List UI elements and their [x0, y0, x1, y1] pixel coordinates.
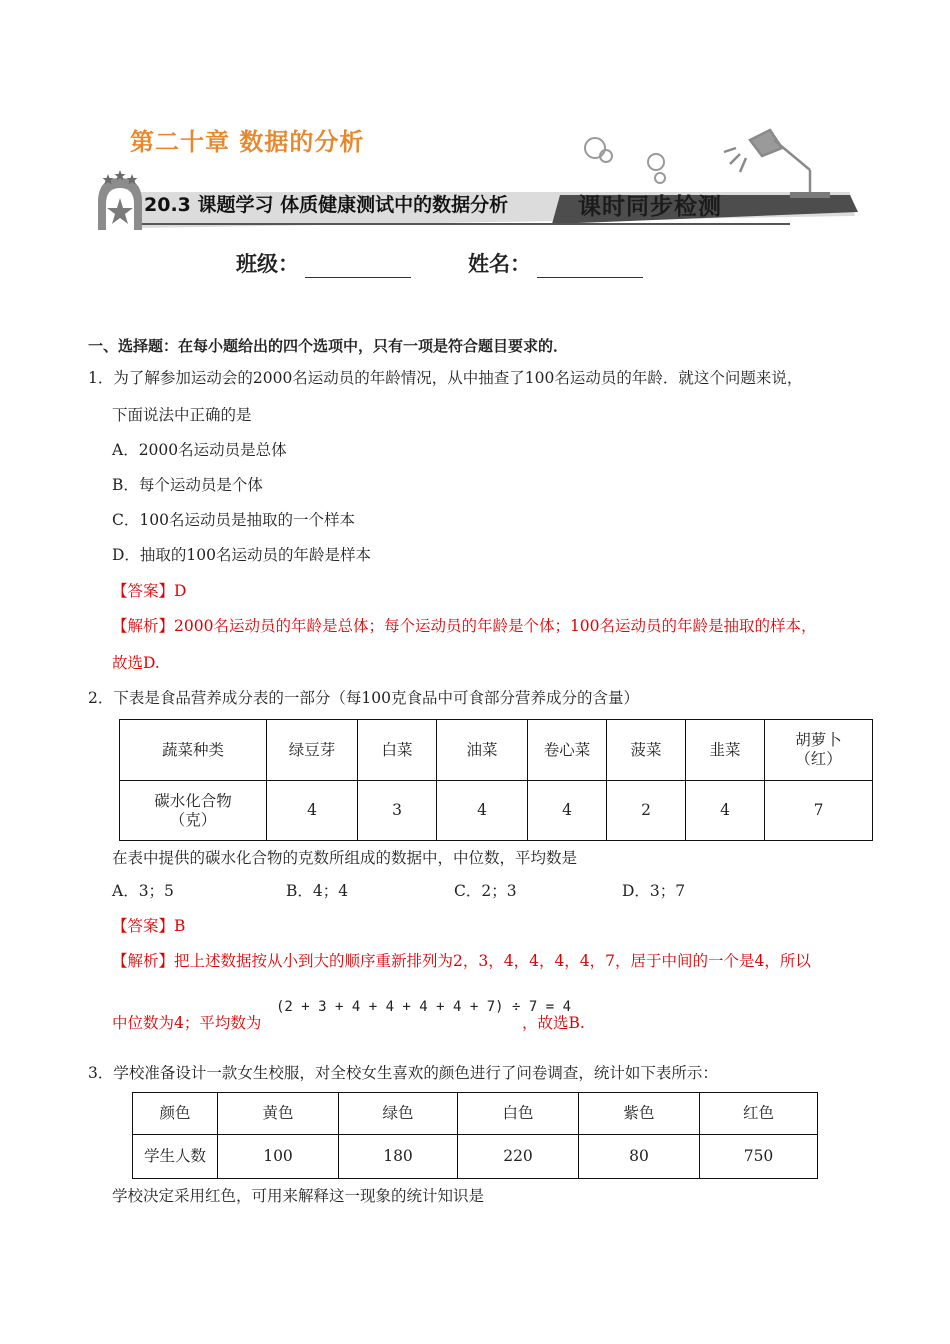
- table-cell: 韭菜: [686, 720, 765, 781]
- carb-label-line2: （克）: [169, 810, 217, 829]
- name-blank[interactable]: [537, 257, 643, 278]
- q1-option-b: B．每个运动员是个体: [112, 476, 263, 494]
- table-cell: 80: [579, 1135, 700, 1179]
- table-header-row: [133, 1093, 818, 1135]
- class-blank[interactable]: [305, 257, 411, 278]
- table-cell: 3: [358, 781, 437, 841]
- name-field: [468, 248, 643, 278]
- table-cell: 绿豆芽: [267, 720, 358, 781]
- class-label: 班级：: [236, 252, 299, 276]
- q2-option-c: C．2；3: [454, 882, 517, 900]
- q1-option-d: D．抽取的100名运动员的年龄是样本: [112, 546, 372, 564]
- carb-label-line1: 碳水化合物: [154, 791, 232, 810]
- table-cell: 2: [607, 781, 686, 841]
- table-cell-carrot: [765, 720, 873, 781]
- table-cell: 750: [700, 1135, 818, 1179]
- chapter-title: 第二十章 数据的分析: [130, 128, 365, 156]
- color-survey-table: [132, 1092, 818, 1179]
- q2-analysis-line2a: 中位数为4；平均数为: [112, 1014, 262, 1032]
- table-cell: 红色: [700, 1093, 818, 1135]
- table-cell: 绿色: [339, 1093, 458, 1135]
- section-heading: 一、选择题：在每小题给出的四个选项中，只有一项是符合题目要求的．: [88, 337, 569, 355]
- q1-answer: 【答案】D: [112, 582, 187, 600]
- table-row-label: 学生人数: [133, 1135, 218, 1179]
- table-cell: 黄色: [218, 1093, 339, 1135]
- table-cell: 紫色: [579, 1093, 700, 1135]
- q2-stem: 2．下表是食品营养成分表的一部分（每100克食品中可食部分营养成分的含量）: [88, 689, 639, 707]
- table-cell: 220: [458, 1135, 579, 1179]
- table-row: [120, 781, 873, 841]
- banner-tag: 课时同步检测: [578, 193, 722, 220]
- nutrition-table: [119, 719, 873, 841]
- table-cell: 4: [528, 781, 607, 841]
- q1-stem-line1: 1．为了解参加运动会的2000名运动员的年龄情况，从中抽查了100名运动员的年龄．就这个问题来说，: [88, 369, 803, 387]
- q1-analysis-line2: 故选D.: [112, 654, 160, 672]
- table-cell: 颜色: [133, 1093, 218, 1135]
- table-cell: 4: [267, 781, 358, 841]
- class-field: [236, 248, 411, 278]
- q2-analysis-line2b: ，故选B.: [522, 1014, 585, 1032]
- table-cell: 100: [218, 1135, 339, 1179]
- q1-analysis-line1: 【解析】2000名运动员的年龄是总体；每个运动员的年龄是个体；100名运动员的年龄是抽取的样本，: [112, 617, 817, 635]
- q1-option-a: A．2000名运动员是总体: [112, 441, 287, 459]
- table-header-row: [120, 720, 873, 781]
- table-cell: 180: [339, 1135, 458, 1179]
- table-cell: 卷心菜: [528, 720, 607, 781]
- q3-after-table: 学校决定采用红色，可用来解释这一现象的统计知识是: [112, 1187, 485, 1205]
- q3-stem: 3．学校准备设计一款女生校服，对全校女生喜欢的颜色进行了问卷调查，统计如下表所示：: [88, 1064, 718, 1082]
- bubble-icon: [585, 138, 605, 158]
- q2-after-table: 在表中提供的碳水化合物的克数所组成的数据中，中位数，平均数是: [112, 849, 578, 867]
- table-row-label: [120, 781, 267, 841]
- q2-answer: 【答案】B: [112, 917, 186, 935]
- carrot-label-line2: （红）: [795, 750, 842, 768]
- q2-analysis-line1: 【解析】把上述数据按从小到大的顺序重新排列为2，3，4，4，4，4，7，居于中间的一个是4，所以: [112, 952, 811, 970]
- q2-option-d: D．3；7: [622, 882, 686, 900]
- q1-stem-line2: 下面说法中正确的是: [112, 406, 252, 424]
- header-banner-graphic: [90, 120, 865, 240]
- q2-option-a: A．3；5: [112, 882, 174, 900]
- name-label: 姓名：: [468, 252, 531, 276]
- table-cell: 油菜: [437, 720, 528, 781]
- table-cell: 菠菜: [607, 720, 686, 781]
- table-cell: 4: [437, 781, 528, 841]
- lesson-title: 20.3 课题学习 体质健康测试中的数据分析: [144, 194, 509, 216]
- table-cell: 7: [765, 781, 873, 841]
- table-cell: 4: [686, 781, 765, 841]
- mean-formula: (2 + 3 + 4 + 4 + 4 + 4 + 7) ÷ 7 = 4: [276, 999, 572, 1015]
- table-row: [133, 1135, 818, 1179]
- table-cell: 白菜: [358, 720, 437, 781]
- q1-option-c: C．100名运动员是抽取的一个样本: [112, 511, 355, 529]
- table-cell: 蔬菜种类: [120, 720, 267, 781]
- q2-option-b: B．4；4: [286, 882, 349, 900]
- carrot-label-line1: 胡萝卜: [795, 731, 842, 749]
- lamp-icon: [724, 130, 810, 194]
- table-cell: 白色: [458, 1093, 579, 1135]
